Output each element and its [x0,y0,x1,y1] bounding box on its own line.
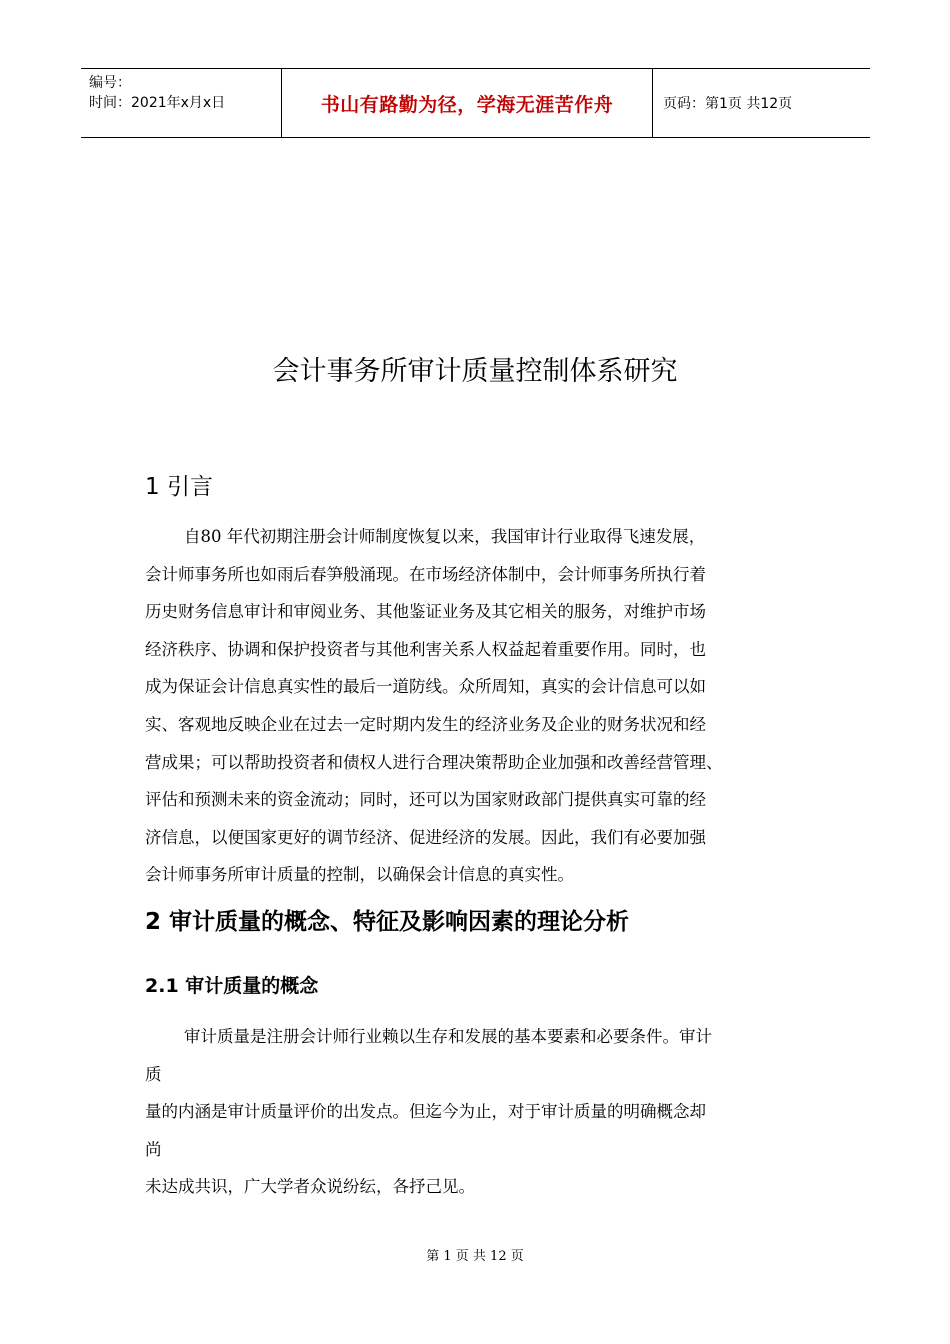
time-label: 时间：2021年x月x日 [89,95,226,111]
header-meta-cell [81,69,282,137]
paragraph-line: 会计师事务所也如雨后春笋般涌现。在市场经济体制中，会计师事务所执行着 [145,564,706,584]
paragraph-line: 评估和预测未来的资金流动；同时，还可以为国家财政部门提供真实可靠的经 [145,790,706,810]
paragraph-line: 营成果；可以帮助投资者和债权人进行合理决策帮助企业加强和改善经营管理、 [145,752,723,772]
section-2-1-paragraph [145,1018,815,1206]
paragraph-line: 自80 年代初期注册会计师制度恢复以来，我国审计行业取得飞速发展， [184,527,706,546]
header-page-label: 页码：第1页 共12页 [663,96,793,112]
document-title: 会计事务所审计质量控制体系研究 [272,356,678,387]
paragraph-line: 成为保证会计信息真实性的最后一道防线。众所周知，真实的会计信息可以如 [145,677,706,697]
section-2-1-heading: 2.1 审计质量的概念 [145,975,319,997]
paragraph-line: 审计质量是注册会计师行业赖以生存和发展的基本要素和必要条件。审计 [184,1027,712,1046]
paragraph-line: 未达成共识，广大学者众说纷纭，各抒己见。 [145,1177,475,1197]
paragraph-line: 量的内涵是审计质量评价的出发点。但迄今为止，对于审计质量的明确概念却 [145,1102,706,1122]
section-1-heading: 1 引言 [145,474,213,500]
paragraph-line: 经济秩序、协调和保护投资者与其他利害关系人权益起着重要作用。同时，也 [145,639,706,659]
paragraph-line: 质 [145,1064,162,1084]
paragraph-line: 会计师事务所审计质量的控制，以确保会计信息的真实性。 [145,865,574,885]
page-footer: 第 1 页 共 12 页 [426,1249,524,1264]
header-table [81,68,870,138]
section-1-paragraph [145,518,815,894]
paragraph-line: 济信息，以便国家更好的调节经济、促进经济的发展。因此，我们有必要加强 [145,827,706,847]
number-label: 编号： [89,75,131,91]
paragraph-line: 实、客观地反映企业在过去一定时期内发生的经济业务及企业的财务状况和经 [145,714,706,734]
paragraph-line: 历史财务信息审计和审阅业务、其他鉴证业务及其它相关的服务，对维护市场 [145,602,706,622]
header-motto: 书山有路勤为径，学海无涯苦作舟 [282,69,653,137]
section-2-heading: 2 审计质量的概念、特征及影响因素的理论分析 [145,909,630,935]
paragraph-line: 尚 [145,1139,162,1159]
